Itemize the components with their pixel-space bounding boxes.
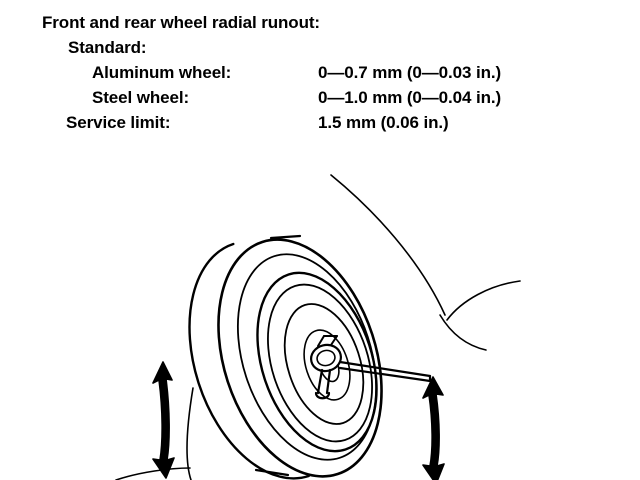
wheel-illustration-svg	[0, 150, 640, 480]
aluminum-wheel-value: 0—0.7 mm (0—0.03 in.)	[318, 63, 502, 82]
page-title: Front and rear wheel radial runout:	[42, 13, 320, 32]
spec-row-aluminum-wheel	[0, 60, 640, 85]
steel-wheel-value: 0—1.0 mm (0—0.04 in.)	[318, 88, 502, 107]
body-line-ground	[116, 468, 190, 480]
tire-top-joint	[271, 236, 300, 238]
spec-row-service-limit	[0, 110, 640, 135]
service-limit-value: 1.5 mm (0.06 in.)	[318, 113, 449, 132]
specification-block	[0, 0, 640, 135]
service-limit-label: Service limit:	[66, 113, 171, 132]
wheel-radial-runout-diagram	[0, 150, 640, 480]
runout-arrow-right	[423, 377, 444, 480]
body-line-lower-left	[187, 388, 193, 480]
runout-arrow-left	[153, 362, 174, 478]
tire-outer	[190, 218, 410, 480]
standard-label: Standard:	[68, 38, 147, 57]
spec-row-steel-wheel	[0, 85, 640, 110]
aluminum-wheel-label: Aluminum wheel:	[92, 63, 232, 82]
body-line-fender	[447, 281, 520, 320]
steel-wheel-label: Steel wheel:	[92, 88, 190, 107]
